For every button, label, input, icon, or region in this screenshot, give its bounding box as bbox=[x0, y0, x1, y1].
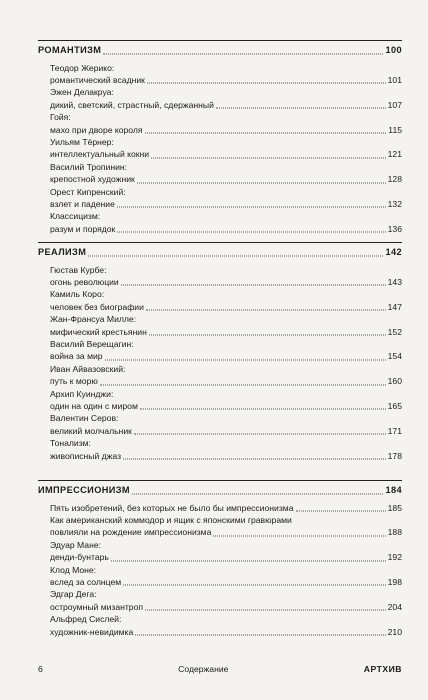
dot-leader bbox=[111, 560, 386, 561]
section-heading[interactable] bbox=[38, 246, 402, 258]
section-title: РОМАНТИЗМ bbox=[38, 45, 102, 56]
toc-entry-text: Иван Айвазовский: bbox=[50, 363, 126, 374]
toc-entry-text: Как американский коммодор и ящик с японскими гравюрами bbox=[50, 515, 292, 526]
toc-entry-page: 115 bbox=[388, 124, 402, 135]
dot-leader bbox=[149, 335, 386, 336]
section-impressionism bbox=[38, 480, 402, 638]
toc-entry-text: взлет и падение bbox=[50, 198, 115, 209]
toc-entry-page: 160 bbox=[387, 376, 402, 387]
dot-leader bbox=[147, 83, 386, 84]
toc-entry-page: 101 bbox=[387, 75, 402, 86]
section-page-number: 100 bbox=[385, 45, 402, 56]
toc-entry-page: 210 bbox=[387, 626, 402, 637]
toc-entry-text: романтический всадник bbox=[50, 75, 145, 86]
toc-entry-text: Гойя: bbox=[50, 112, 71, 123]
dot-leader bbox=[134, 434, 386, 435]
toc-entry-text: Эдгар Дега: bbox=[50, 589, 97, 600]
toc-entry-page: 121 bbox=[387, 149, 402, 160]
toc-entry[interactable] bbox=[38, 450, 402, 462]
toc-entry-page: 188 bbox=[387, 527, 402, 538]
toc-entry[interactable] bbox=[38, 425, 402, 437]
toc-entry-text: Жан-Франсуа Милле: bbox=[50, 314, 137, 325]
toc-entry[interactable] bbox=[38, 613, 402, 625]
section-heading[interactable] bbox=[38, 484, 402, 496]
toc-entry[interactable] bbox=[38, 148, 402, 160]
toc-entry-text: махо при дворе короля bbox=[50, 124, 143, 135]
toc-entry-text: человек без биографии bbox=[50, 301, 144, 312]
toc-entry[interactable] bbox=[38, 626, 402, 638]
toc-entry-text: один на один с миром bbox=[50, 400, 138, 411]
toc-entry-text: Гюстав Курбе: bbox=[50, 264, 107, 275]
toc-entry[interactable] bbox=[38, 264, 402, 276]
dot-leader bbox=[100, 384, 386, 385]
dot-leader bbox=[103, 53, 383, 54]
toc-entry[interactable] bbox=[38, 276, 402, 288]
toc-entry-text: Клод Моне: bbox=[50, 564, 97, 575]
toc-entry[interactable] bbox=[38, 223, 402, 235]
section-top-rule bbox=[38, 480, 402, 481]
toc-entry-page: 147 bbox=[387, 301, 402, 312]
toc-entry-text: Тонализм: bbox=[50, 438, 91, 449]
toc-entry-text: война за мир bbox=[50, 351, 103, 362]
toc-entry-text: путь к морю bbox=[50, 376, 98, 387]
toc-entry[interactable] bbox=[38, 564, 402, 576]
toc-entry-text: разум и порядок bbox=[50, 223, 116, 234]
toc-entry[interactable] bbox=[38, 313, 402, 325]
toc-entry[interactable] bbox=[38, 99, 402, 111]
toc-entry-text: остроумный мизантроп bbox=[50, 601, 144, 612]
toc-entry[interactable] bbox=[38, 576, 402, 588]
toc-entry-text: Валентин Серов: bbox=[50, 413, 119, 424]
toc-entry-text: Эдуар Мане: bbox=[50, 539, 101, 550]
toc-entry-text: огонь революции bbox=[50, 277, 119, 288]
toc-entry-text: интеллектуальный кокни bbox=[50, 149, 150, 160]
toc-entry[interactable] bbox=[38, 161, 402, 173]
section-top-rule bbox=[38, 40, 402, 41]
toc-entry[interactable] bbox=[38, 526, 402, 538]
dot-leader bbox=[117, 207, 386, 208]
toc-entry[interactable] bbox=[38, 514, 402, 526]
toc-entry[interactable] bbox=[38, 437, 402, 449]
toc-entry-text: Орест Кипренский: bbox=[50, 186, 126, 197]
toc-entry[interactable] bbox=[38, 400, 402, 412]
dot-leader bbox=[135, 634, 385, 635]
dot-leader bbox=[132, 493, 383, 494]
section-romanticism bbox=[38, 40, 402, 235]
toc-entry-text: Архип Куинджи: bbox=[50, 388, 114, 399]
toc-entry-page: 152 bbox=[387, 326, 402, 337]
toc-entry[interactable] bbox=[38, 124, 402, 136]
dot-leader bbox=[137, 182, 386, 183]
toc-entry[interactable] bbox=[38, 288, 402, 300]
dot-leader bbox=[123, 585, 386, 586]
toc-entry-text: Василий Верещагин: bbox=[50, 339, 134, 350]
toc-entry-text: Камиль Коро: bbox=[50, 289, 105, 300]
page-footer bbox=[38, 664, 402, 674]
section-page-number: 142 bbox=[385, 247, 402, 258]
section-title: РЕАЛИЗМ bbox=[38, 247, 87, 258]
toc-entry[interactable] bbox=[38, 350, 402, 362]
footer-publisher: АРТХИВ bbox=[363, 664, 402, 674]
toc-entry-page: 132 bbox=[387, 198, 402, 209]
toc-entry-text: художник-невидимка bbox=[50, 626, 134, 637]
section-realism bbox=[38, 242, 402, 462]
dot-leader bbox=[213, 535, 385, 536]
toc-entry-text: денди-бунтарь bbox=[50, 552, 109, 563]
dot-leader bbox=[145, 133, 387, 134]
toc-entry[interactable] bbox=[38, 363, 402, 375]
toc-entry-page: 165 bbox=[387, 400, 402, 411]
toc-entry[interactable] bbox=[38, 301, 402, 313]
toc-entry[interactable] bbox=[38, 86, 402, 98]
toc-entry[interactable] bbox=[38, 136, 402, 148]
toc-entry-page: 178 bbox=[387, 450, 402, 461]
dot-leader bbox=[146, 310, 386, 311]
toc-entry-text: Эжен Делакруа: bbox=[50, 87, 114, 98]
toc-entry-page: 185 bbox=[387, 502, 402, 513]
toc-entry[interactable] bbox=[38, 326, 402, 338]
toc-entry-text: Классицизм: bbox=[50, 211, 101, 222]
toc-entry-text: Пять изобретений, без которых не было бы импрессионизма bbox=[50, 502, 294, 513]
dot-leader bbox=[216, 108, 386, 109]
toc-entry[interactable] bbox=[38, 502, 402, 514]
footer-page-number: 6 bbox=[38, 664, 43, 674]
toc-entry[interactable] bbox=[38, 198, 402, 210]
section-top-rule bbox=[38, 242, 402, 243]
toc-entry-text: вслед за солнцем bbox=[50, 577, 122, 588]
toc-entry[interactable] bbox=[38, 588, 402, 600]
section-title: ИМПРЕССИОНИЗМ bbox=[38, 485, 130, 496]
toc-entry-text: мифический крестьянин bbox=[50, 326, 147, 337]
toc-entry-text: крепостной художник bbox=[50, 174, 135, 185]
toc-entry-page: 128 bbox=[387, 174, 402, 185]
footer-center-label: Содержание bbox=[178, 664, 229, 674]
toc-entry-text: Теодор Жерико: bbox=[50, 62, 115, 73]
toc-entry-text: великий молчальник bbox=[50, 425, 132, 436]
toc-entry[interactable] bbox=[38, 111, 402, 123]
toc-entry-page: 198 bbox=[387, 577, 402, 588]
toc-entry[interactable] bbox=[38, 601, 402, 613]
toc-entry-text: Уильям Тёрнер: bbox=[50, 137, 114, 148]
dot-leader bbox=[296, 511, 386, 512]
toc-entry-text: дикий, светский, страстный, сдержанный bbox=[50, 99, 214, 110]
dot-leader bbox=[105, 359, 386, 360]
toc-entry[interactable] bbox=[38, 539, 402, 551]
toc-entry[interactable] bbox=[38, 412, 402, 424]
toc-entry-text: живописный джаз bbox=[50, 450, 122, 461]
toc-entry-text: Альфред Сислей: bbox=[50, 614, 122, 625]
dot-leader bbox=[88, 255, 383, 256]
toc-entry[interactable] bbox=[38, 186, 402, 198]
dot-leader bbox=[145, 610, 386, 611]
toc-entry[interactable] bbox=[38, 551, 402, 563]
toc-entry-page: 154 bbox=[387, 351, 402, 362]
dot-leader bbox=[117, 232, 385, 233]
toc-entry-page: 171 bbox=[387, 425, 402, 436]
toc-entry[interactable] bbox=[38, 388, 402, 400]
toc-entry-page: 136 bbox=[387, 223, 402, 234]
toc-entry-page: 204 bbox=[387, 601, 402, 612]
section-page-number: 184 bbox=[385, 485, 402, 496]
toc-entry-text: Василий Тропинин: bbox=[50, 161, 128, 172]
toc-entry-page: 192 bbox=[387, 552, 402, 563]
dot-leader bbox=[140, 409, 386, 410]
toc-entry[interactable] bbox=[38, 375, 402, 387]
dot-leader bbox=[121, 285, 386, 286]
dot-leader bbox=[151, 157, 386, 158]
toc-entry[interactable] bbox=[38, 173, 402, 185]
toc-entry[interactable] bbox=[38, 74, 402, 86]
toc-entry-text: повлияли на рождение импрессионизма bbox=[50, 527, 212, 538]
toc-entry-page: 143 bbox=[387, 277, 402, 288]
toc-entry[interactable] bbox=[38, 62, 402, 74]
section-heading[interactable] bbox=[38, 44, 402, 56]
toc-entry[interactable] bbox=[38, 210, 402, 222]
toc-entry[interactable] bbox=[38, 338, 402, 350]
dot-leader bbox=[123, 458, 386, 459]
toc-entry-page: 107 bbox=[387, 99, 402, 110]
